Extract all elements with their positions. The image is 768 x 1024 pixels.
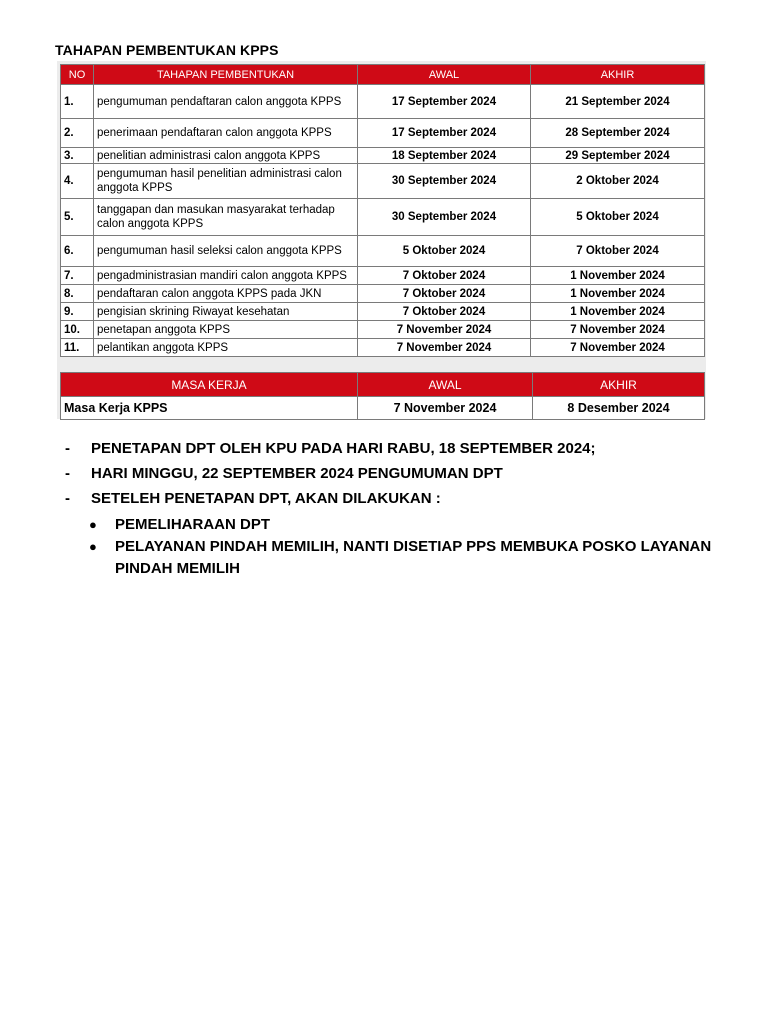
row-tahapan: penetapan anggota KPPS [94,321,358,339]
row-no: 7. [61,267,94,285]
header-awal: AWAL [358,65,531,85]
note-text: SETELEH PENETAPAN DPT, AKAN DILAKUKAN : [91,490,441,507]
row-akhir: 29 September 2024 [531,148,705,164]
dash-marker: - [65,465,70,482]
note-text: PENETAPAN DPT OLEH KPU PADA HARI RABU, 18 SEPTEMBER 2024; [91,440,596,457]
table-row [61,85,705,119]
bullet-icon: ● [89,539,97,554]
row-tahapan: pengadministrasian mandiri calon anggota KPPS [94,267,358,285]
row-tahapan: tanggapan dan masukan masyarakat terhadap calon anggota KPPS [94,199,358,236]
row-awal: 18 September 2024 [358,148,531,164]
row-no: 10. [61,321,94,339]
notes-list [65,439,745,580]
row-awal: 17 September 2024 [358,85,531,119]
bullet-item [89,514,745,536]
header-tahapan: TAHAPAN PEMBENTUKAN [94,65,358,85]
row-awal: 30 September 2024 [358,199,531,236]
row-awal: 30 September 2024 [358,164,531,199]
table-row [61,321,705,339]
masa-kerja-label: Masa Kerja KPPS [61,397,358,420]
masa-kerja-awal: 7 November 2024 [358,397,533,420]
bullet-text: PELAYANAN PINDAH MEMILIH, NANTI DISETIAP PPS MEMBUKA POSKO LAYANAN PINDAH MEMILIH [115,538,712,577]
masa-kerja-header-row [61,373,705,397]
row-awal: 7 November 2024 [358,339,531,357]
tahapan-table [60,64,705,357]
dash-marker: - [65,490,70,507]
header-no: NO [61,65,94,85]
row-tahapan: pengumuman hasil penelitian administrasi calon anggota KPPS [94,164,358,199]
header-masa-awal: AWAL [358,373,533,397]
row-akhir: 5 Oktober 2024 [531,199,705,236]
row-no: 2. [61,119,94,148]
table-row [61,285,705,303]
row-akhir: 1 November 2024 [531,267,705,285]
row-tahapan: penelitian administrasi calon anggota KPPS [94,148,358,164]
row-awal: 7 November 2024 [358,321,531,339]
row-tahapan: pendaftaran calon anggota KPPS pada JKN [94,285,358,303]
table-row [61,164,705,199]
row-awal: 17 September 2024 [358,119,531,148]
row-akhir: 2 Oktober 2024 [531,164,705,199]
header-akhir: AKHIR [531,65,705,85]
row-akhir: 21 September 2024 [531,85,705,119]
document-title: TAHAPAN PEMBENTUKAN KPPS [55,42,279,58]
row-no: 1. [61,85,94,119]
row-awal: 5 Oktober 2024 [358,236,531,267]
note-text: HARI MINGGU, 22 SEPTEMBER 2024 PENGUMUMAN DPT [91,465,503,482]
row-no: 3. [61,148,94,164]
dash-marker: - [65,440,70,457]
header-masa-kerja: MASA KERJA [61,373,358,397]
note-line [65,439,745,458]
row-no: 5. [61,199,94,236]
row-tahapan: pengisian skrining Riwayat kesehatan [94,303,358,321]
row-tahapan: penerimaan pendaftaran calon anggota KPPS [94,119,358,148]
table-row [61,236,705,267]
bullet-item [89,536,745,580]
header-masa-akhir: AKHIR [533,373,705,397]
row-akhir: 7 Oktober 2024 [531,236,705,267]
row-no: 4. [61,164,94,199]
table-row [61,148,705,164]
row-awal: 7 Oktober 2024 [358,267,531,285]
masa-kerja-akhir: 8 Desember 2024 [533,397,705,420]
bullet-icon: ● [89,517,97,532]
row-akhir: 7 November 2024 [531,321,705,339]
bullet-text: PEMELIHARAAN DPT [115,516,271,533]
row-awal: 7 Oktober 2024 [358,303,531,321]
row-akhir: 1 November 2024 [531,285,705,303]
row-no: 11. [61,339,94,357]
row-akhir: 28 September 2024 [531,119,705,148]
row-awal: 7 Oktober 2024 [358,285,531,303]
row-akhir: 7 November 2024 [531,339,705,357]
row-tahapan: pengumuman hasil seleksi calon anggota KPPS [94,236,358,267]
masa-kerja-row [61,397,705,420]
row-akhir: 1 November 2024 [531,303,705,321]
table-row [61,339,705,357]
row-no: 8. [61,285,94,303]
note-line [65,489,745,508]
table-row [61,303,705,321]
row-no: 9. [61,303,94,321]
row-tahapan: pelantikan anggota KPPS [94,339,358,357]
table-row [61,119,705,148]
masa-kerja-table [60,372,705,420]
row-tahapan: pengumuman pendaftaran calon anggota KPPS [94,85,358,119]
table-header-row [61,65,705,85]
note-line [65,464,745,483]
table-row [61,267,705,285]
row-no: 6. [61,236,94,267]
table-row [61,199,705,236]
